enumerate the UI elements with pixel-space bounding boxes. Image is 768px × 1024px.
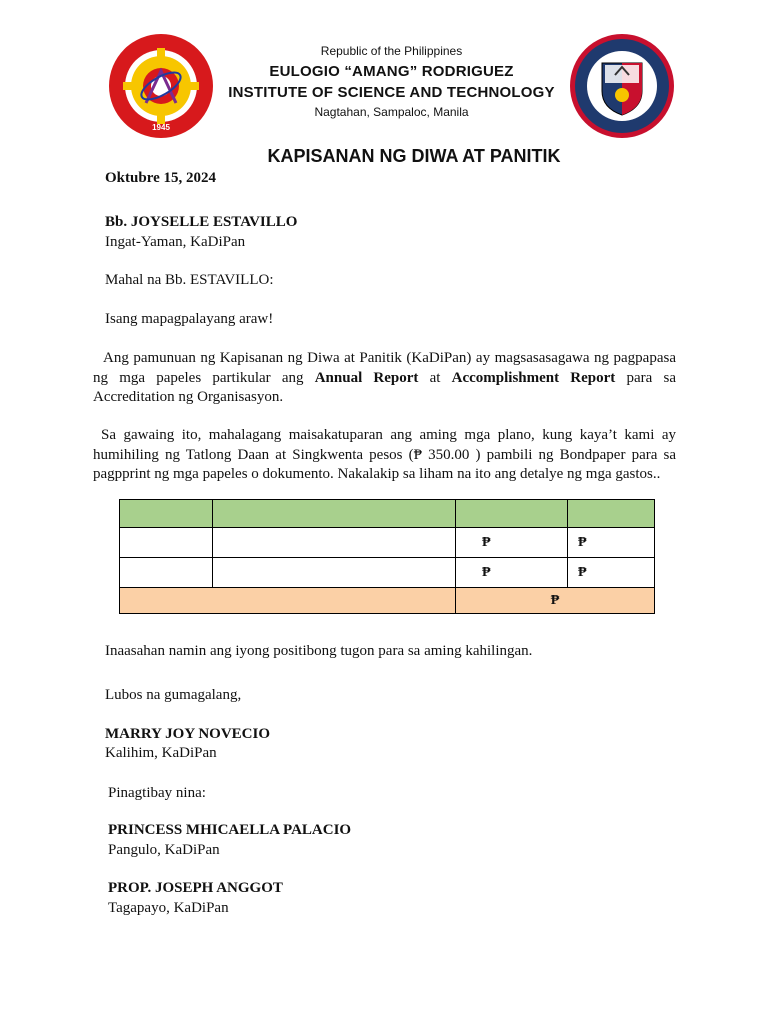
amount-cell: ₱ bbox=[568, 528, 655, 558]
header-cell bbox=[120, 500, 213, 528]
annual-report-term: Annual Report bbox=[314, 369, 419, 386]
total-label-cell bbox=[120, 588, 456, 614]
closing-request: Inaasahan namin ang iyong positibong tugon para sa aming kahilingan. bbox=[105, 643, 533, 659]
approver-1-title: Pangulo, KaDiPan bbox=[108, 842, 220, 858]
approver-2-title: Tagapayo, KaDiPan bbox=[108, 900, 229, 916]
approver-2-name: PROP. JOSEPH ANGGOT bbox=[108, 880, 283, 896]
paragraph-1: Ang pamunuan ng Kapisanan ng Diwa at Panitik (KaDiPan) ay magsasasagawa ng pagpapasa ng mga papeles partikular ang Annual Report at Accomplishment Report para sa Accreditation ng Organisasyon. bbox=[93, 350, 676, 405]
unit-price-cell: ₱ bbox=[456, 528, 568, 558]
table-cell bbox=[120, 528, 213, 558]
salutation: Mahal na Bb. ESTAVILLO: bbox=[105, 272, 274, 288]
greeting: Isang mapagpalayang araw! bbox=[105, 311, 274, 327]
school-address: Nagtahan, Sampaloc, Manila bbox=[314, 105, 469, 119]
recipient-title: Ingat-Yaman, KaDiPan bbox=[105, 234, 246, 250]
table-row bbox=[120, 558, 655, 588]
unit-price-cell: ₱ bbox=[456, 558, 568, 588]
expense-table bbox=[119, 499, 655, 614]
header-cell bbox=[213, 500, 456, 528]
table-total-row bbox=[120, 588, 655, 614]
table-row bbox=[120, 528, 655, 558]
paragraph-2: Sa gawaing ito, mahalagang maisakatuparan ang aming mga plano, kung kaya’t kami ay humihiling ng Tatlong Daan at Singkwenta pesos (₱ 350.00 ) pambili ng Bondpaper para sa pagpprint ng mga papeles o dokumento. Nakalakip sa liham na ito ang detalye ng mga gastos.. bbox=[93, 427, 676, 482]
approved-label: Pinagtibay nina: bbox=[108, 785, 206, 801]
approver-1-name: PRINCESS MHICAELLA PALACIO bbox=[108, 822, 352, 838]
amount-cell: ₱ bbox=[568, 558, 655, 588]
organization-title: KAPISANAN NG DIWA AT PANITIK bbox=[267, 146, 561, 166]
table-cell bbox=[213, 528, 456, 558]
recipient-name: Bb. JOYSELLE ESTAVILLO bbox=[105, 214, 298, 230]
organization-seal-logo bbox=[569, 33, 675, 139]
school-name-line1: EULOGIO “AMANG” RODRIGUEZ bbox=[269, 63, 514, 80]
school-name-line2: INSTITUTE OF SCIENCE AND TECHNOLOGY bbox=[228, 84, 555, 101]
table-cell bbox=[213, 558, 456, 588]
table-cell bbox=[120, 558, 213, 588]
signer-title: Kalihim, KaDiPan bbox=[105, 745, 217, 761]
school-seal-logo bbox=[108, 33, 214, 139]
header-cell bbox=[568, 500, 655, 528]
republic-line: Republic of the Philippines bbox=[320, 44, 463, 58]
letter-date: Oktubre 15, 2024 bbox=[105, 170, 216, 186]
signer-name: MARRY JOY NOVECIO bbox=[105, 726, 271, 742]
accomplishment-report-term: Accomplishment Report bbox=[451, 369, 616, 386]
svg-text:1945: 1945 bbox=[152, 123, 170, 132]
closing: Lubos na gumagalang, bbox=[105, 687, 242, 703]
total-amount-cell: ₱ bbox=[456, 588, 655, 614]
table-header-row bbox=[120, 500, 655, 528]
header-cell bbox=[456, 500, 568, 528]
